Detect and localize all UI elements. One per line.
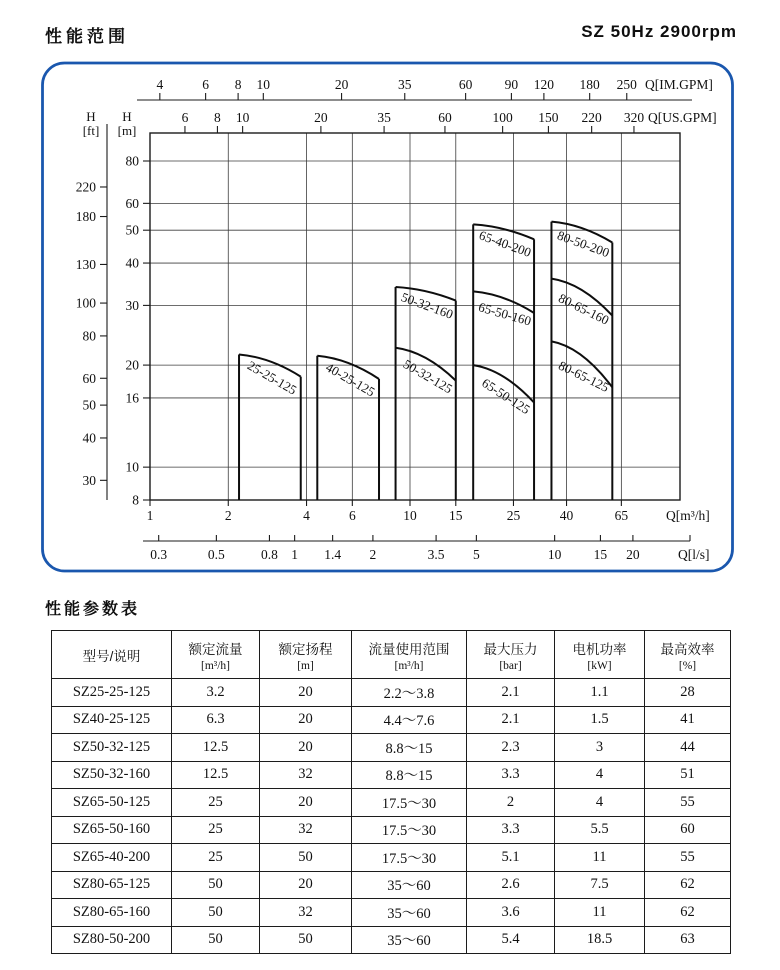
tick-label: 220 xyxy=(581,110,602,125)
table-header-row xyxy=(52,631,731,679)
tick-label: 1 xyxy=(291,547,299,562)
tick-label: 4 xyxy=(156,77,164,92)
tick-label: 40 xyxy=(82,430,96,446)
column-header-label: 额定扬程 xyxy=(278,641,333,657)
value-cell: 1.5 xyxy=(555,706,645,734)
curve-label-25-25-125: 25-25-125 xyxy=(244,357,300,398)
model-cell: SZ80-65-125 xyxy=(52,871,172,899)
value-cell: 50 xyxy=(172,899,260,927)
value-cell: 20 xyxy=(260,789,352,817)
model-cell: SZ65-50-160 xyxy=(52,816,172,844)
column-header-unit: [bar] xyxy=(499,659,522,672)
tick-label: 40 xyxy=(125,255,139,271)
curve-label-65-50-160: 65-50-160 xyxy=(476,299,533,329)
table-head xyxy=(52,631,731,679)
tick-label: 20 xyxy=(314,110,328,125)
value-cell: 32 xyxy=(260,899,352,927)
chart-border-box xyxy=(43,63,733,571)
value-cell: 2.3 xyxy=(467,734,555,762)
axis-title-ls: Q[l/s] xyxy=(678,547,710,562)
tick-label: 60 xyxy=(458,77,473,92)
tick-label: 150 xyxy=(538,110,559,125)
table-row xyxy=(52,789,731,817)
value-cell: 20 xyxy=(260,734,352,762)
section-title-performance-range: 性能范围 xyxy=(45,27,129,46)
tick-label: 15 xyxy=(593,547,608,562)
envelope-family-40 xyxy=(317,356,379,500)
column-header-label: 额定流量 xyxy=(188,641,243,657)
column-header-label: 型号/说明 xyxy=(82,648,141,664)
value-cell: 1.1 xyxy=(555,679,645,707)
value-cell: 25 xyxy=(172,789,260,817)
value-cell: 7.5 xyxy=(555,871,645,899)
value-cell: 55 xyxy=(645,844,731,872)
value-cell: 3.6 xyxy=(467,899,555,927)
tick-label: 180 xyxy=(579,77,600,92)
tick-label: 35 xyxy=(398,77,412,92)
tick-label: 180 xyxy=(75,209,96,225)
value-cell: 63 xyxy=(645,926,731,954)
tick-label: 2 xyxy=(224,508,232,523)
value-cell: 20 xyxy=(260,871,352,899)
column-header xyxy=(352,631,467,679)
curve-label-80-50-200: 80-50-200 xyxy=(555,227,612,261)
tick-label: 50 xyxy=(82,397,96,413)
tick-label: 130 xyxy=(75,256,96,272)
value-cell: 3.3 xyxy=(467,761,555,789)
curve-label-80-65-160: 80-65-160 xyxy=(556,290,612,328)
value-cell: 41 xyxy=(645,706,731,734)
model-cell: SZ80-50-200 xyxy=(52,926,172,954)
value-cell: 18.5 xyxy=(555,926,645,954)
value-cell: 4.4～7.6 xyxy=(352,706,467,734)
axis-head-h-m: H xyxy=(122,109,132,124)
tick-label: 10 xyxy=(256,77,271,92)
axis-head-h-ft: H xyxy=(86,109,96,124)
table-row xyxy=(52,816,731,844)
tick-label: 2 xyxy=(369,547,377,562)
tick-label: 120 xyxy=(533,77,555,92)
tick-label: 1 xyxy=(146,508,154,523)
value-cell: 32 xyxy=(260,816,352,844)
tick-label: 50 xyxy=(125,222,139,238)
value-cell: 35～60 xyxy=(352,926,467,954)
value-cell: 3.2 xyxy=(172,679,260,707)
tick-label: 4 xyxy=(303,508,310,523)
value-cell: 25 xyxy=(172,816,260,844)
axis-title-m3h: Q[m³/h] xyxy=(666,508,710,523)
curve-label-50-32-160: 50-32-160 xyxy=(399,289,456,322)
envelope-family-50 xyxy=(396,287,456,500)
tick-label: 1.4 xyxy=(324,547,342,562)
value-cell: 50 xyxy=(260,844,352,872)
axis-unit-ft: [ft] xyxy=(82,123,100,138)
envelope-family-25 xyxy=(239,355,301,501)
model-cell: SZ65-40-200 xyxy=(52,844,172,872)
curve-label-80-65-125: 80-65-125 xyxy=(556,357,612,395)
tick-label: 10 xyxy=(403,508,417,523)
value-cell: 3 xyxy=(555,734,645,762)
axis-left-m xyxy=(118,109,150,508)
value-cell: 44 xyxy=(645,734,731,762)
value-cell: 60 xyxy=(645,816,731,844)
tick-label: 60 xyxy=(125,195,139,211)
value-cell: 32 xyxy=(260,761,352,789)
tick-label: 8 xyxy=(214,110,221,125)
value-cell: 25 xyxy=(172,844,260,872)
chart-spec-label: SZ 50Hz 2900rpm xyxy=(581,22,737,41)
value-cell: 17.5～30 xyxy=(352,789,467,817)
value-cell: 5.5 xyxy=(555,816,645,844)
tick-label: 220 xyxy=(75,179,96,195)
value-cell: 2.1 xyxy=(467,679,555,707)
tick-label: 40 xyxy=(559,508,574,523)
curve-label-65-50-125: 65-50-125 xyxy=(479,375,533,418)
value-cell: 8.8～15 xyxy=(352,734,467,762)
value-cell: 20 xyxy=(260,706,352,734)
column-header-label: 流量使用范围 xyxy=(368,641,450,657)
value-cell: 2.1 xyxy=(467,706,555,734)
table-row xyxy=(52,761,731,789)
model-cell: SZ65-50-125 xyxy=(52,789,172,817)
column-header-unit: [m] xyxy=(297,659,314,672)
tick-label: 100 xyxy=(492,110,513,125)
tick-label: 0.3 xyxy=(150,547,168,562)
model-cell: SZ50-32-125 xyxy=(52,734,172,762)
tick-label: 25 xyxy=(506,508,521,523)
value-cell: 12.5 xyxy=(172,734,260,762)
tick-label: 60 xyxy=(438,110,452,125)
value-cell: 50 xyxy=(172,871,260,899)
value-cell: 4 xyxy=(555,761,645,789)
axis-title-us-gpm: Q[US.GPM] xyxy=(648,110,717,125)
table-row xyxy=(52,899,731,927)
parameters-table xyxy=(51,630,731,954)
tick-label: 6 xyxy=(202,77,209,92)
tick-label: 30 xyxy=(125,297,139,313)
column-header-unit: [m³/h] xyxy=(201,659,230,672)
column-header-unit: [%] xyxy=(678,659,697,672)
value-cell: 2.2～3.8 xyxy=(352,679,467,707)
value-cell: 2 xyxy=(467,789,555,817)
table-row xyxy=(52,734,731,762)
tick-label: 0.5 xyxy=(207,547,225,562)
model-cell: SZ40-25-125 xyxy=(52,706,172,734)
column-header xyxy=(555,631,645,679)
tick-label: 80 xyxy=(125,153,139,169)
tick-label: 10 xyxy=(235,110,250,125)
value-cell: 12.5 xyxy=(172,761,260,789)
axis-bottom-m3h xyxy=(147,500,710,523)
tick-label: 35 xyxy=(377,110,391,125)
value-cell: 11 xyxy=(555,844,645,872)
section-title-parameter-table: 性能参数表 xyxy=(45,601,141,618)
table-row xyxy=(52,706,731,734)
tick-label: 20 xyxy=(626,547,640,562)
value-cell: 8.8～15 xyxy=(352,761,467,789)
value-cell: 2.6 xyxy=(467,871,555,899)
tick-label: 5 xyxy=(472,547,480,562)
curve-label-50-32-125: 50-32-125 xyxy=(400,356,456,397)
tick-label: 6 xyxy=(348,508,356,523)
tick-label: 6 xyxy=(181,110,189,125)
tick-label: 3.5 xyxy=(427,547,445,562)
value-cell: 62 xyxy=(645,871,731,899)
axis-title-im-gpm: Q[IM.GPM] xyxy=(645,77,713,92)
model-cell: SZ80-65-160 xyxy=(52,899,172,927)
envelope-family-65 xyxy=(473,224,534,500)
column-header xyxy=(645,631,731,679)
tick-label: 65 xyxy=(614,508,629,523)
value-cell: 28 xyxy=(645,679,731,707)
value-cell: 3.3 xyxy=(467,816,555,844)
tick-label: 80 xyxy=(82,328,96,344)
table-row xyxy=(52,871,731,899)
value-cell: 17.5～30 xyxy=(352,816,467,844)
tick-label: 250 xyxy=(616,77,637,92)
tick-label: 320 xyxy=(623,110,645,125)
tick-label: 10 xyxy=(547,547,562,562)
tick-label: 90 xyxy=(504,77,519,92)
column-header-unit: [m³/h] xyxy=(394,659,424,672)
table-row xyxy=(52,679,731,707)
table-row xyxy=(52,926,731,954)
value-cell: 35～60 xyxy=(352,871,467,899)
tick-label: 8 xyxy=(132,492,139,508)
axis-top-im-gpm xyxy=(137,77,713,100)
model-cell: SZ25-25-125 xyxy=(52,679,172,707)
value-cell: 5.1 xyxy=(467,844,555,872)
column-header-label: 电机功率 xyxy=(572,641,627,657)
column-header-label: 最高效率 xyxy=(660,641,715,657)
column-header-unit: [kW] xyxy=(587,659,612,672)
value-cell: 11 xyxy=(555,899,645,927)
column-header-label: 最大压力 xyxy=(483,641,538,657)
tick-label: 30 xyxy=(82,472,96,488)
curve-label-40-25-125: 40-25-125 xyxy=(323,359,378,400)
column-header xyxy=(467,631,555,679)
value-cell: 6.3 xyxy=(172,706,260,734)
tick-label: 20 xyxy=(334,77,349,92)
value-cell: 5.4 xyxy=(467,926,555,954)
tick-label: 20 xyxy=(125,357,139,373)
tick-label: 16 xyxy=(125,390,139,406)
axis-left-ft xyxy=(76,109,107,500)
axis-unit-m: [m] xyxy=(117,123,137,138)
value-cell: 50 xyxy=(260,926,352,954)
tick-label: 60 xyxy=(82,370,96,386)
tick-label: 8 xyxy=(234,77,242,92)
column-header xyxy=(260,631,352,679)
value-cell: 55 xyxy=(645,789,731,817)
tick-label: 100 xyxy=(75,295,96,311)
value-cell: 4 xyxy=(555,789,645,817)
axis-bottom-ls xyxy=(143,535,710,562)
model-cell: SZ50-32-160 xyxy=(52,761,172,789)
axis-top-us-gpm xyxy=(182,110,717,133)
value-cell: 50 xyxy=(172,926,260,954)
column-header xyxy=(172,631,260,679)
tick-label: 15 xyxy=(449,508,463,523)
table-body xyxy=(52,679,731,954)
value-cell: 62 xyxy=(645,899,731,927)
tick-label: 0.8 xyxy=(261,547,278,562)
tick-label: 10 xyxy=(125,459,139,475)
value-cell: 17.5～30 xyxy=(352,844,467,872)
value-cell: 20 xyxy=(260,679,352,707)
table-row xyxy=(52,844,731,872)
value-cell: 35～60 xyxy=(352,899,467,927)
value-cell: 51 xyxy=(645,761,731,789)
column-header xyxy=(52,631,172,679)
curve-label-65-40-200: 65-40-200 xyxy=(477,227,534,260)
